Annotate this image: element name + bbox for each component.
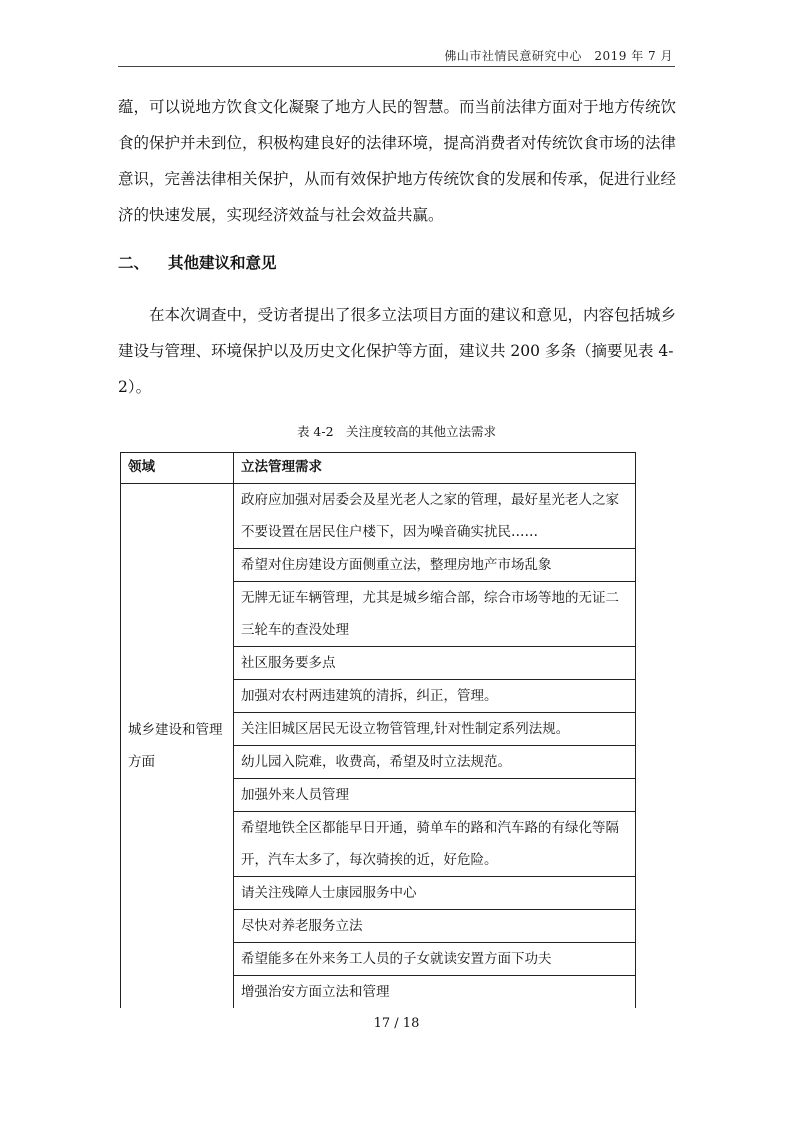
header-rule: [118, 66, 675, 67]
page-number: 17 / 18: [373, 1016, 420, 1031]
legislation-demand-table: [120, 452, 636, 1008]
demand-item: 政府应加强对居委会及星光老人之家的管理，最好星光老人之家不要设置在居民住户楼下，因为噪音确实扰民……: [234, 484, 636, 549]
demand-item: 加强外来人员管理: [234, 779, 636, 812]
column-header-domain: 领域: [121, 453, 234, 484]
page-header: 佛山市社情民意研究中心 2019 年 7 月: [444, 49, 673, 63]
section-number: 二、: [118, 254, 150, 272]
section-title: 其他建议和意见: [168, 254, 277, 272]
demand-item: 尽快对养老服务立法: [234, 910, 636, 943]
table-row: [121, 484, 636, 549]
demand-item: 加强对农村两违建筑的清拆，纠正，管理。: [234, 680, 636, 713]
demand-item: 增强治安方面立法和管理: [234, 976, 636, 1009]
table-header-row: [121, 453, 636, 484]
column-header-demand: 立法管理需求: [234, 453, 636, 484]
demand-item: 关注旧城区居民无设立物管管理,针对性制定系列法规。: [234, 713, 636, 746]
table-caption: 表 4-2 关注度较高的其他立法需求: [296, 424, 497, 439]
demand-item: 希望地铁全区都能早日开通，骑单车的路和汽车路的有绿化等隔开，汽车太多了，每次骑挨的近，好危险。: [234, 812, 636, 877]
body-paragraph-1: 蕴，可以说地方饮食文化凝聚了地方人民的智慧。而当前法律方面对于地方传统饮食的保护并未到位，积极构建良好的法律环境，提高消费者对传统饮食市场的法律意识，完善法律相关保护，从而有效保护地方传统饮食的发展和传承，促进行业经济的快速发展，实现经济效益与社会效益共赢。: [118, 98, 677, 224]
demand-item: 希望对住房建设方面侧重立法，整理房地产市场乱象: [234, 549, 636, 582]
body-paragraph-2: 在本次调查中，受访者提出了很多立法项目方面的建议和意见，内容包括城乡建设与管理、环境保护以及历史文化保护等方面，建议共 200 多条（摘要见表 4-2）。: [118, 306, 677, 396]
demand-item: 无牌无证车辆管理，尤其是城乡缩合部，综合市场等地的无证二三轮车的查没处理: [234, 582, 636, 647]
domain-cell: 城乡建设和管理方面: [121, 484, 234, 1009]
section-heading: [118, 251, 277, 275]
demand-item: 幼儿园入院难，收费高，希望及时立法规范。: [234, 746, 636, 779]
demand-item: 请关注残障人士康园服务中心: [234, 877, 636, 910]
demand-item: 希望能多在外来务工人员的子女就读安置方面下功夫: [234, 943, 636, 976]
demand-item: 社区服务要多点: [234, 647, 636, 680]
